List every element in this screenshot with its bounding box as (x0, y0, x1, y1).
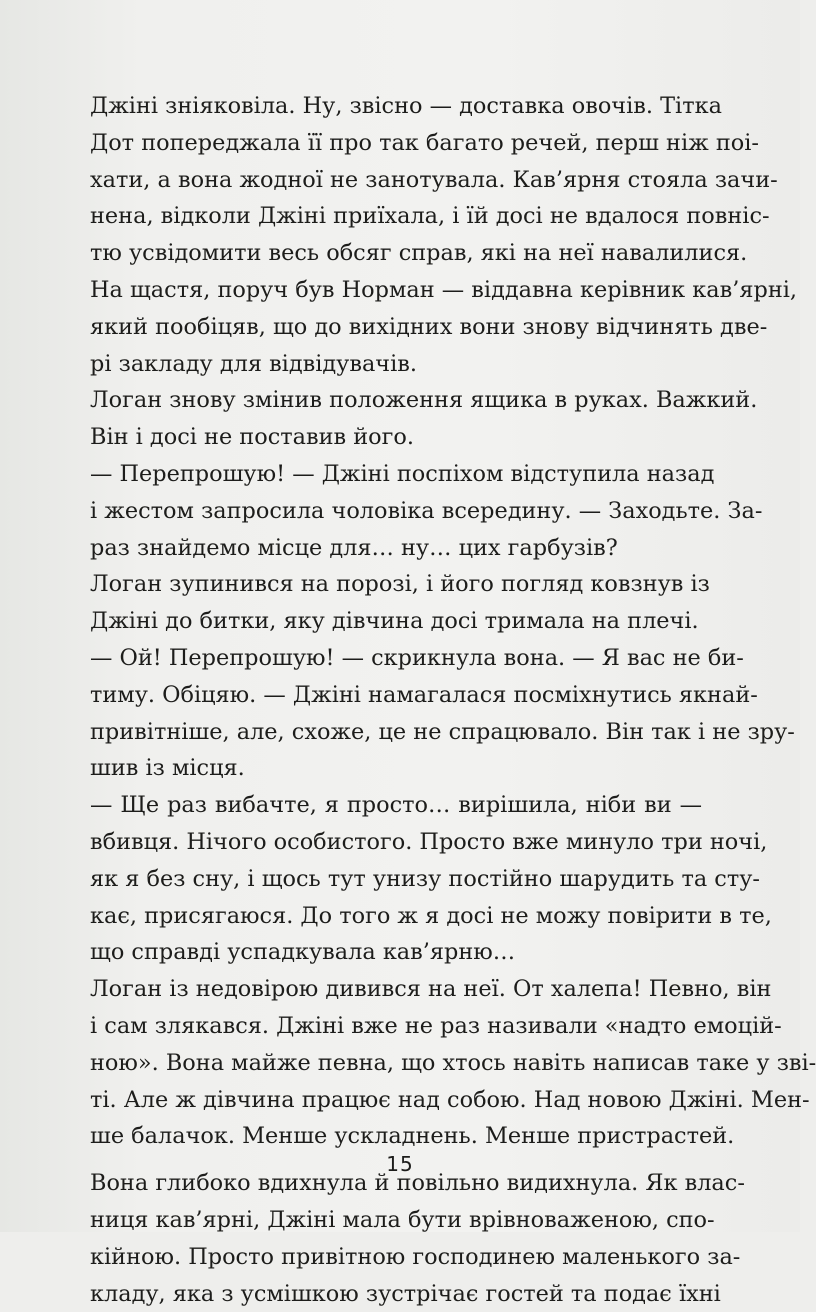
body-text (90, 88, 702, 1312)
text-line: що справді успадкувала кав’ярню… (90, 934, 702, 971)
text-line: Дот попереджала її про так багато речей, перш ніж поі- (90, 125, 702, 162)
text-line: раз знайдемо місце для… ну… цих гарбузів? (90, 530, 702, 567)
text-line: тю усвідомити весь обсяг справ, які на неї навалилися. (90, 235, 702, 272)
text-line: Логан знову змінив положення ящика в руках. Важкий. (90, 382, 702, 419)
page-number: 15 (0, 1152, 800, 1176)
text-line: кійною. Просто привітною господинею маленького за- (90, 1239, 702, 1276)
text-line: і жестом запросила чоловіка всередину. — Заходьте. За- (90, 493, 702, 530)
text-line: нена, відколи Джіні приїхала, і їй досі не вдалося повніс- (90, 198, 702, 235)
text-line: і сам злякався. Джіні вже не раз називали «надто емоцій- (90, 1008, 702, 1045)
paragraph (90, 787, 702, 971)
text-line: як я без сну, і щось тут унизу постійно шарудить та сту- (90, 861, 702, 898)
text-line: ною». Вона майже певна, що хтось навіть написав таке у зві- (90, 1045, 702, 1082)
text-line: — Перепрошую! — Джіні поспіхом відступила назад (90, 456, 702, 493)
paragraph (90, 382, 702, 456)
text-line: — Ой! Перепрошую! — скрикнула вона. — Я вас не би- (90, 640, 702, 677)
paragraph (90, 456, 702, 566)
text-line: Джіні до битки, яку дівчина досі тримала на плечі. (90, 603, 702, 640)
text-line: Логан зупинився на порозі, і його погляд ковзнув із (90, 566, 702, 603)
paragraph (90, 640, 702, 787)
paragraph (90, 971, 702, 1155)
paragraph (90, 1165, 702, 1312)
text-line: рі закладу для відвідувачів. (90, 346, 702, 383)
text-line: кладу, яка з усмішкою зустрічає гостей та подає їхні (90, 1276, 702, 1312)
text-line: шив із місця. (90, 750, 702, 787)
text-line: привітніше, але, схоже, це не спрацювало. Він так і не зру- (90, 714, 702, 751)
paragraph (90, 566, 702, 640)
text-line: ше балачок. Менше ускладнень. Менше пристрастей. (90, 1118, 702, 1155)
text-line: На щастя, поруч був Норман — віддавна керівник кав’ярні, (90, 272, 702, 309)
text-line: — Ще раз вибачте, я просто… вирішила, ніби ви — (90, 787, 702, 824)
text-line: який пообіцяв, що до вихідних вони знову відчинять две- (90, 309, 702, 346)
text-line: Він і досі не поставив його. (90, 419, 702, 456)
text-line: Джіні зніяковіла. Ну, звісно — доставка овочів. Тітка (90, 88, 702, 125)
text-line: тиму. Обіцяю. — Джіні намагалася посміхнутись якнай- (90, 677, 702, 714)
text-line: хати, а вона жодної не занотувала. Кав’ярня стояла зачи- (90, 162, 702, 199)
text-line: ниця кав’ярні, Джіні мала бути врівноваженою, спо- (90, 1202, 702, 1239)
text-line: вбивця. Нічого особистого. Просто вже минуло три ночі, (90, 824, 702, 861)
text-line: ті. Але ж дівчина працює над собою. Над новою Джіні. Мен- (90, 1082, 702, 1119)
text-line: Вона глибоко вдихнула й повільно видихнула. Як влас- (90, 1165, 702, 1202)
text-line: Логан із недовірою дивився на неї. От халепа! Певно, він (90, 971, 702, 1008)
paragraph (90, 88, 702, 382)
text-line: кає, присягаюся. До того ж я досі не можу повірити в те, (90, 898, 702, 935)
